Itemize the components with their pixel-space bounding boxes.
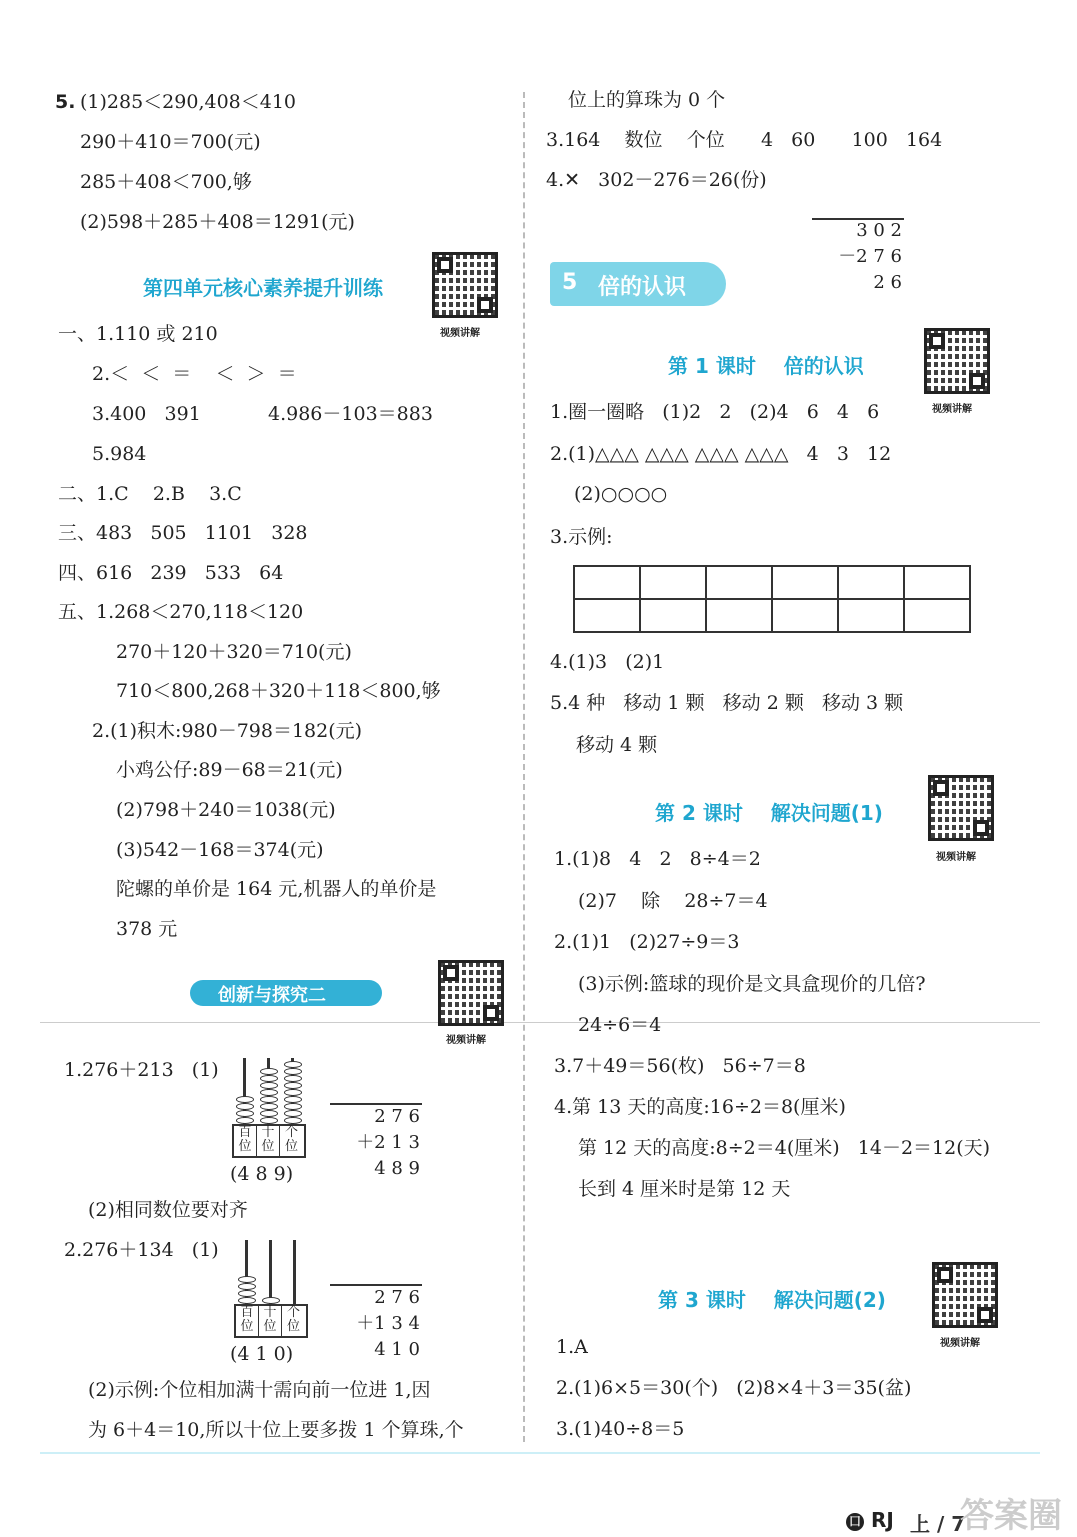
answer-line: 五、1.268＜270,118＜120 [58,601,304,623]
answer-line: 第 12 天的高度:8÷2＝4(厘米) 14－2＝12(天) [578,1137,991,1159]
lesson1-title: 第 1 课时 倍的认识 [668,354,864,378]
answer-line: 1.A [556,1336,588,1358]
answer-line: 3.7＋49＝56(枚) 56÷7＝8 [554,1055,806,1077]
calc-rule [330,1103,422,1105]
answer-line: 290＋410＝700(元) [80,131,261,153]
answer-line: 4.986－103＝883 [268,403,433,425]
section-banner [550,262,726,306]
lesson3-title: 第 3 课时 解决问题(2) [658,1288,886,1312]
example-grid [573,565,971,633]
answer-line: 陀螺的单价是 164 元,机器人的单价是 [116,878,437,900]
answer-line: 小鸡公仔:89－68＝21(元) [116,759,343,781]
innovation-title: 创新与探究二 [218,985,326,1006]
qr-label: 视频讲解 [440,328,480,339]
answer-line: 1.圈一圈略 (1)2 2 (2)4 6 4 6 [550,401,880,423]
abacus-label: 个 位 [284,1125,298,1154]
answer-line: 位上的算珠为 0 个 [568,89,726,111]
question-text: 2.276＋134 (1) [64,1239,219,1261]
qr-label: 视频讲解 [940,1338,980,1349]
answer-line: (2)示例:个位相加满十需向前一位进 1,因 [88,1379,431,1401]
answer-line: 3.(1)40÷8＝5 [556,1418,685,1440]
answer-line: 2.(1)积木:980－798＝182(元) [92,720,363,742]
abacus-label: 百 位 [236,1306,259,1336]
answer-line: 2.(1)6×5＝30(个) (2)8×4＋3＝35(盆) [556,1377,912,1399]
watermark: 答案圈 [960,1496,1062,1536]
abacus-label: 十 位 [257,1126,280,1156]
answer-line: (2)7 除 28÷7＝4 [578,890,768,912]
section-divider [40,1022,1040,1023]
answer-line: 710＜800,268＋320＋118＜800,够 [116,680,441,702]
vertical-calc-1: 2 7 6 ＋2 1 3 4 8 9 [356,1106,420,1179]
page-number: 上 / 7 [910,1512,966,1536]
qr-label: 视频讲解 [932,404,972,415]
answer-line: 2.(1)△△△ △△△ △△△ △△△ 4 3 12 [550,443,892,465]
footer-rule [40,1452,1040,1454]
footer-badge [846,1508,894,1532]
answer-line: 二、1.C 2.B 3.C [58,483,242,505]
answer-line: 三、483 505 1101 328 [58,522,308,544]
answer-line: 四、616 239 533 64 [58,562,284,584]
answer-line: 285＋408＜700,够 [80,171,252,193]
answer-line: 378 元 [116,918,178,940]
answer-line: 一、1.110 或 210 [58,323,218,345]
section-number: 5 [562,270,578,295]
answer-line: (2)598＋285＋408＝1291(元) [80,211,355,233]
answer-line: (1)285＜290,408＜410 [80,91,297,113]
answer-line: 3.164 数位 个位 4 60 100 164 [546,129,943,151]
answer-line: (3)542－168＝374(元) [116,839,324,861]
unit4-title: 第四单元核心素养提升训练 [143,276,383,300]
qr-code-icon[interactable] [438,960,504,1026]
abacus-label: 个 位 [286,1305,300,1334]
answer-line: 4.第 13 天的高度:16÷2＝8(厘米) [554,1096,846,1118]
answer-line: (2)798＋240＝1038(元) [116,799,336,821]
answer-line: 24÷6＝4 [578,1014,662,1036]
answer-line: (3)示例:篮球的现价是文具盒现价的几倍? [578,973,926,995]
section-title: 倍的认识 [598,275,687,300]
qr-code-icon[interactable] [932,1262,998,1328]
answer-line: 4.(1)3 (2)1 [550,651,665,673]
answer-line: 为 6＋4＝10,所以十位上要多拨 1 个算珠,个 [88,1419,464,1441]
answer-line: (2)相同数位要对齐 [88,1199,248,1221]
question-text: 1.276＋213 (1) [64,1059,219,1081]
answer-line: 1.(1)8 4 2 8÷4＝2 [554,848,761,870]
abacus-result: (4 8 9) [230,1163,294,1185]
badge-circle-icon: 囗 [846,1513,864,1531]
answer-line: 移动 4 颗 [576,734,658,756]
answer-line: 2.＜ ＜ ＝ ＜ ＞ ＝ [92,363,297,385]
answer-line: 长到 4 厘米时是第 12 天 [578,1178,791,1200]
answer-line: 3.示例: [550,526,613,548]
answer-line: (2)○○○○ [574,483,668,505]
edition-code: RJ [870,1508,894,1532]
innovation-banner [190,980,382,1006]
qr-code-icon[interactable] [924,328,990,394]
qr-code-icon[interactable] [432,252,498,318]
answer-line: 270＋120＋320＝710(元) [116,641,352,663]
answer-line: 5.4 种 移动 1 颗 移动 2 颗 移动 3 颗 [550,692,904,714]
vertical-calc-3: 3 0 2 －2 7 6 2 6 [838,220,902,293]
abacus-label: 十 位 [259,1306,282,1336]
calc-rule [330,1284,422,1286]
answer-line: 2.(1)1 (2)27÷9＝3 [554,931,740,953]
abacus-label: 百 位 [234,1126,257,1156]
item-number: 5. [55,91,76,113]
qr-label: 视频讲解 [936,852,976,863]
vertical-calc-2: 2 7 6 ＋1 3 4 4 1 0 [356,1287,420,1360]
qr-label: 视频讲解 [446,1035,486,1046]
answer-line: 5.984 [92,443,147,465]
abacus-result: (4 1 0) [230,1343,294,1365]
lesson2-title: 第 2 课时 解决问题(1) [655,801,883,825]
answer-line: 3.400 391 [92,403,201,425]
answer-line: 4.✕ 302－276＝26(份) [546,169,767,191]
qr-code-icon[interactable] [928,775,994,841]
column-divider [523,92,525,1442]
calc-rule [812,218,904,220]
